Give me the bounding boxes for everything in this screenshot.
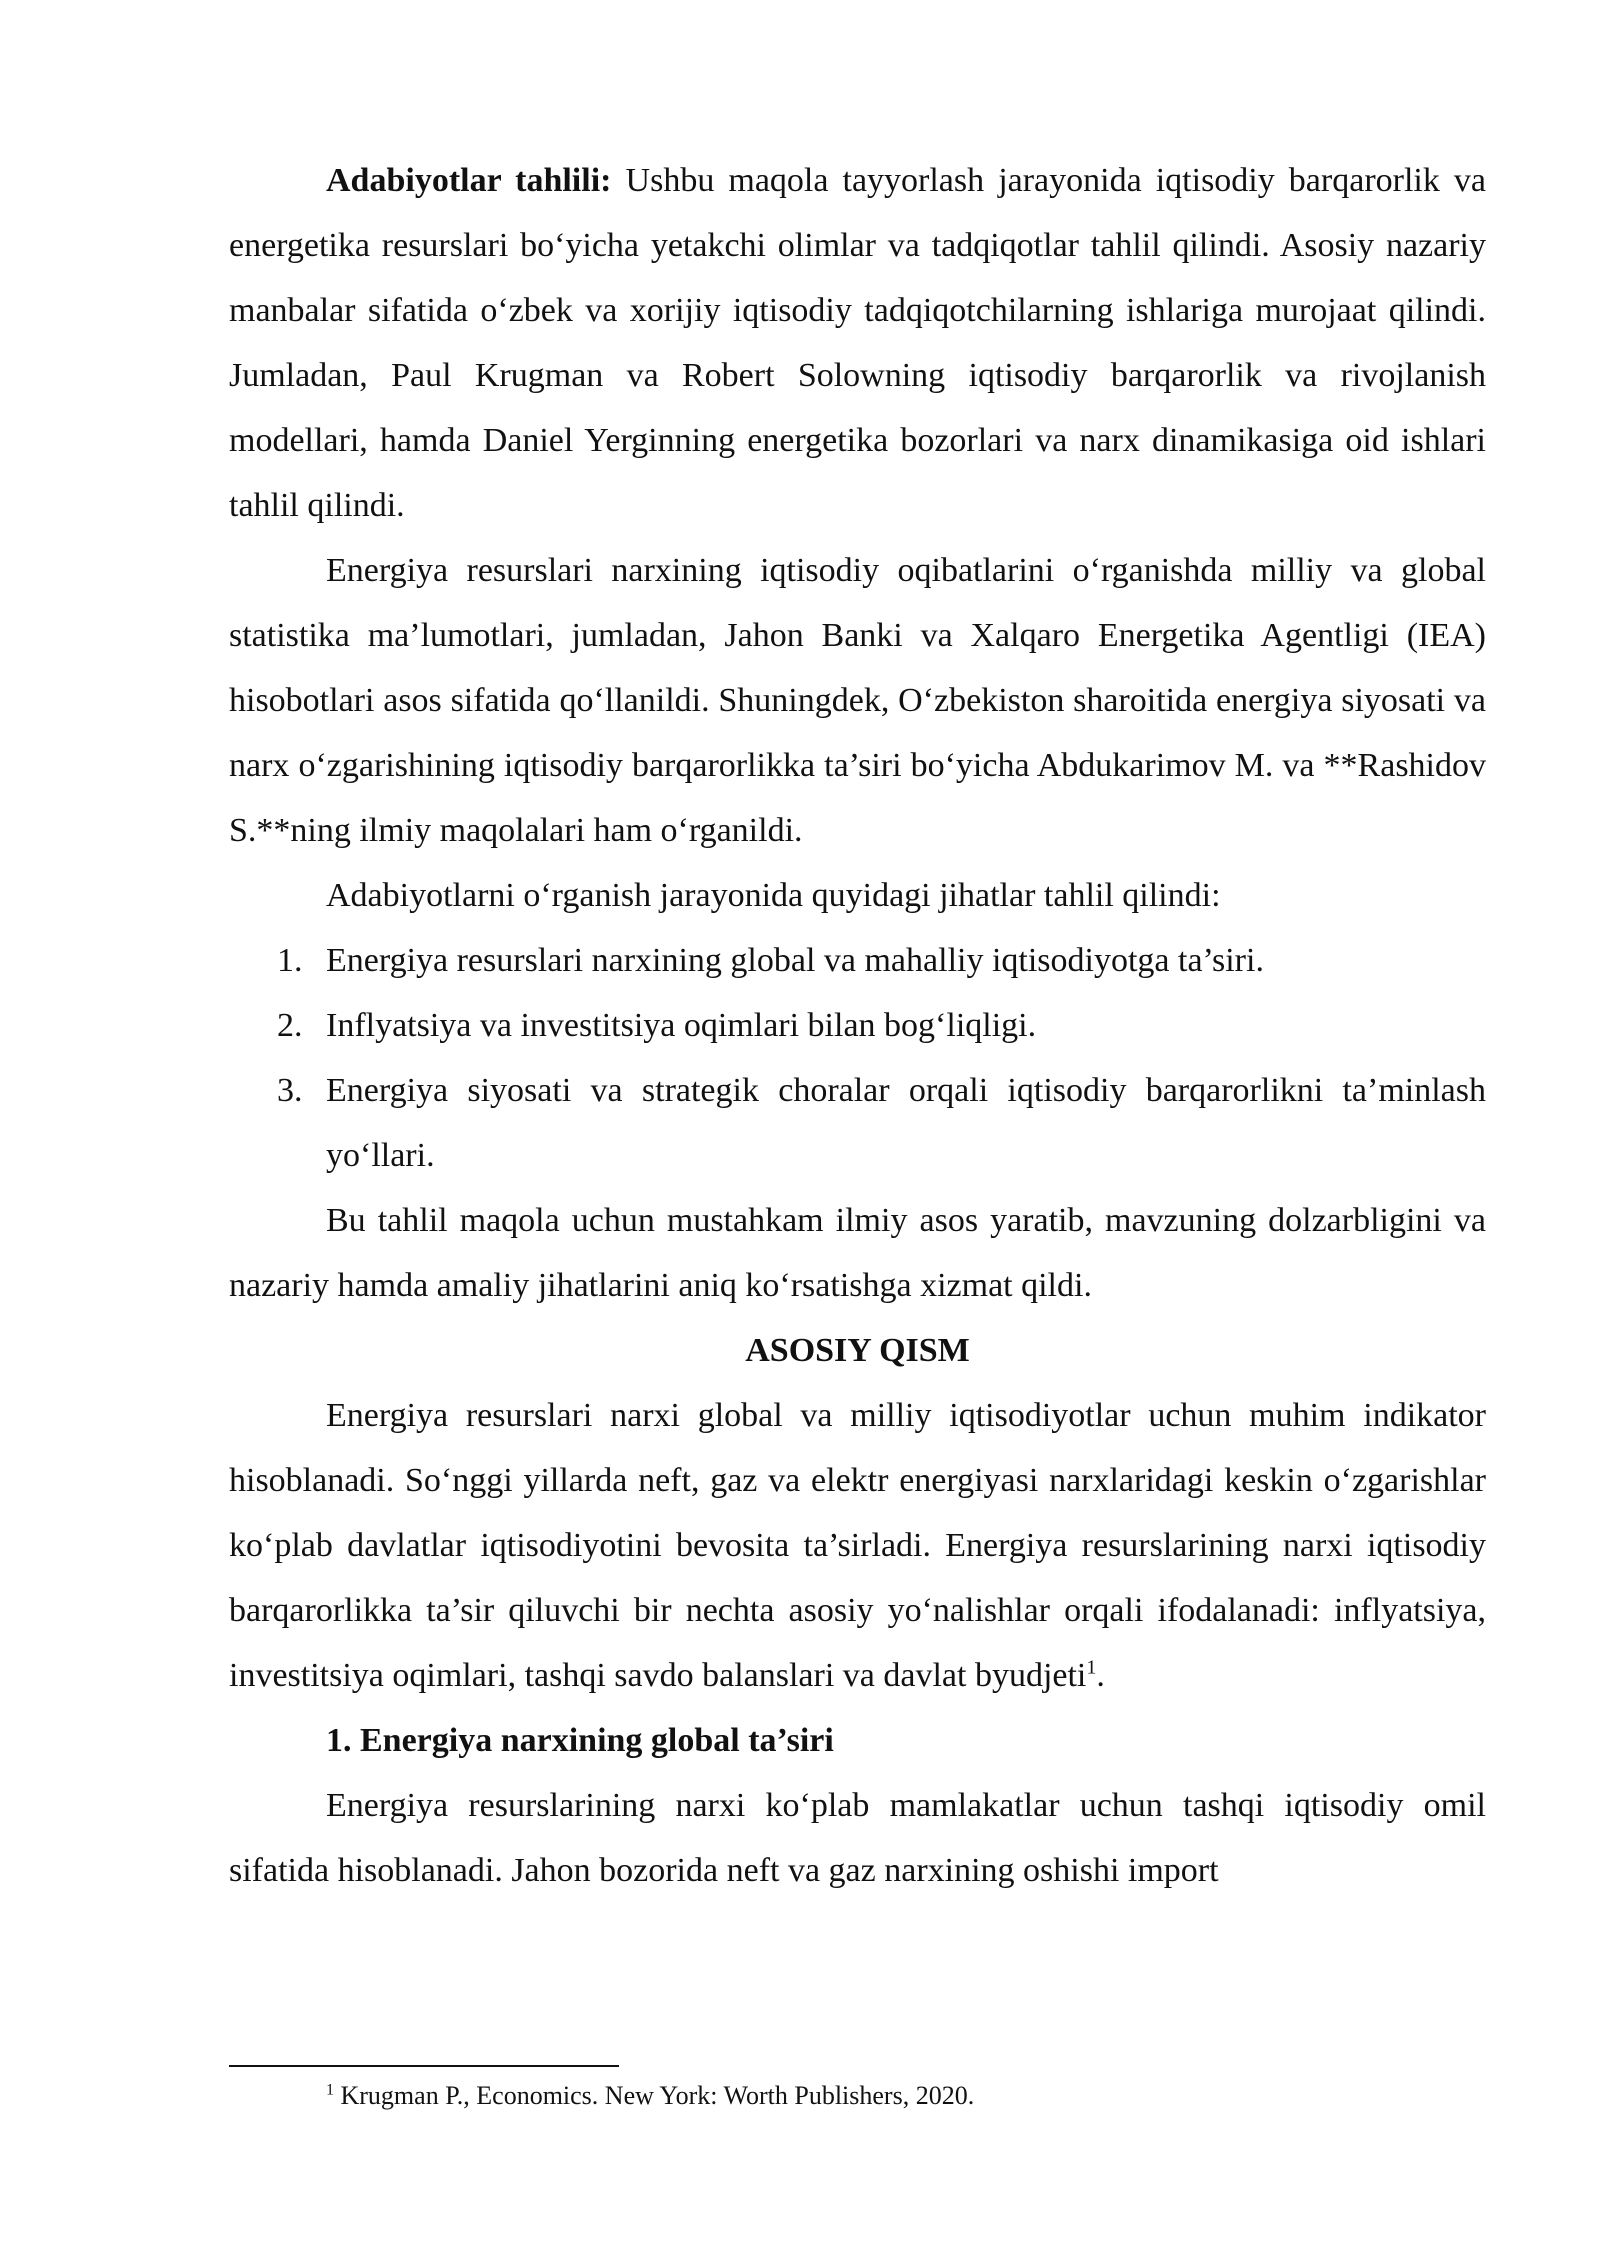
footnote-text: Krugman P., Economics. New York: Worth Publishers, 2020.: [334, 2081, 975, 2110]
main-p1-end: .: [1096, 1657, 1105, 1694]
footnote-mark: 1: [326, 2081, 334, 2099]
literature-lead: Adabiyotlar tahlili:: [326, 162, 612, 199]
list-item: [229, 928, 1486, 993]
section-heading: ASOSIY QISM: [745, 1332, 970, 1369]
list-item-number: 3.: [277, 1072, 303, 1109]
subsection-heading: 1. Energiya narxining global ta’siri: [326, 1722, 834, 1759]
list-item: [229, 993, 1486, 1058]
footnote-divider: [229, 2065, 619, 2067]
list-item-text: Energiya siyosati va strategik choralar orqali iqtisodiy barqarorlikni ta’minlash yo‘llari.: [326, 1072, 1486, 1174]
list-item: [229, 1058, 1486, 1188]
literature-paragraph-1: [229, 148, 1486, 538]
list-item-number: 2.: [277, 1007, 303, 1044]
list-item-text: Energiya resurslari narxining global va mahalliy iqtisodiyotga ta’siri.: [326, 942, 1264, 979]
literature-paragraph-3: Adabiyotlarni o‘rganish jarayonida quyidagi jihatlar tahlil qilindi:: [326, 877, 1221, 914]
literature-paragraph-2: Energiya resurslari narxining iqtisodiy oqibatlarini o‘rganishda milliy va global statistika ma’lumotlari, jumladan, Jahon Banki va Xalqaro Energetika Agentligi (IEA) hisobotlari asos sifatida qo‘llanildi. Shuningdek, O‘zbekiston sharoitida energiya siyosati va narx o‘zgarishining iqtisodiy barqarorlikka ta’siri bo‘yicha Abdukarimov M. va **Rashidov S.**ning ilmiy maqolalari ham o‘rganildi.: [229, 552, 1486, 849]
literature-paragraph-4: Bu tahlil maqola uchun mustahkam ilmiy asos yaratib, mavzuning dolzarbligini va nazariy hamda amaliy jihatlarini aniq ko‘rsatishga xizmat qildi.: [229, 1202, 1486, 1304]
main-p1-text: Energiya resurslari narxi global va milliy iqtisodiyotlar uchun muhim indikator hisoblanadi. So‘nggi yillarda neft, gaz va elektr energiyasi narxlaridagi keskin o‘zgarishlar ko‘plab davlatlar iqtisodiyotini bevosita ta’sirladi. Energiya resurslarining narxi iqtisodiy barqarorlikka ta’sir qiluvchi bir nechta asosiy yo‘nalishlar orqali ifodalanadi: inflyatsiya, investitsiya oqimlari, tashqi savdo balanslari va davlat byudjeti: [229, 1397, 1486, 1694]
aspects-list: [229, 928, 1486, 1188]
footnote: [326, 2078, 974, 2114]
list-item-text: Inflyatsiya va investitsiya oqimlari bilan bog‘liqligi.: [326, 1007, 1037, 1044]
literature-p1-text: Ushbu maqola tayyorlash jarayonida iqtisodiy barqarorlik va energetika resurslari bo‘yicha yetakchi olimlar va tadqiqotlar tahlil qilindi. Asosiy nazariy manbalar sifatida o‘zbek va xorijiy iqtisodiy tadqiqotchilarning ishlariga murojaat qilindi. Jumladan, Paul Krugman va Robert Solowning iqtisodiy barqarorlik va rivojlanish modellari, hamda Daniel Yerginning energetika bozorlari va narx dinamikasiga oid ishlari tahlil qilindi.: [229, 162, 1487, 524]
footnote-reference[interactable]: 1: [1086, 1656, 1097, 1679]
list-item-number: 1.: [277, 942, 303, 979]
main-paragraph-2: Energiya resurslarining narxi ko‘plab mamlakatlar uchun tashqi iqtisodiy omil sifatida hisoblanadi. Jahon bozorida neft va gaz narxining oshishi import: [229, 1787, 1486, 1889]
main-paragraph-1: [229, 1383, 1486, 1708]
